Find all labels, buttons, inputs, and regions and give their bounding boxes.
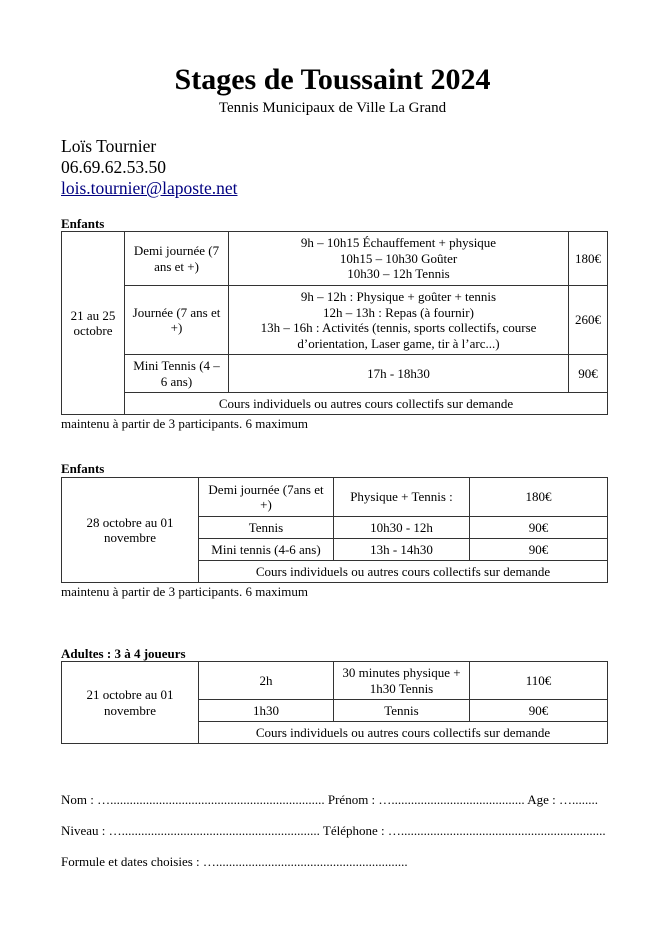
formule-cell: Demi journée (7 ans et +) [125, 232, 229, 286]
price-cell: 90€ [470, 700, 608, 722]
table-row [62, 355, 608, 393]
page-subtitle: Tennis Municipaux de Ville La Grand [218, 100, 447, 116]
table-row [62, 393, 608, 415]
form-line-formule-dates[interactable]: Formule et dates choisies : …........................................................... [61, 854, 408, 869]
table-row [62, 478, 608, 517]
content-cell [229, 232, 569, 286]
section3-heading: Adultes : 3 à 4 joueurs [61, 646, 186, 661]
contact-phone: 06.69.62.53.50 [61, 157, 166, 177]
price-cell: 110€ [470, 662, 608, 700]
price-cell: 180€ [569, 232, 608, 286]
content-line: 10h15 – 10h30 Goûter [339, 250, 458, 266]
content-cell: 17h - 18h30 [229, 355, 569, 393]
content-cell: 30 minutes physique + 1h30 Tennis [334, 662, 470, 700]
price-cell: 90€ [470, 517, 608, 539]
price-cell: 90€ [470, 539, 608, 561]
formule-cell: Mini tennis (4-6 ans) [199, 539, 334, 561]
dates-cell: 28 octobre au 01 novembre [62, 478, 199, 583]
formule-cell: Journée (7 ans et +) [125, 286, 229, 355]
dates-cell: 21 au 25 octobre [62, 232, 125, 415]
contact-name: Loïs Tournier [61, 136, 157, 156]
table-row [62, 286, 608, 355]
section2-heading: Enfants [61, 461, 105, 476]
section1-note: maintenu à partir de 3 participants. 6 maximum [61, 416, 308, 431]
content-cell: Physique + Tennis : [334, 478, 470, 517]
footer-cell: Cours individuels ou autres cours collectifs sur demande [125, 393, 608, 415]
section3-table [61, 661, 608, 744]
content-line: 9h – 10h15 Échauffement + physique [300, 235, 497, 251]
contact-email-link[interactable]: lois.tournier@laposte.net [61, 178, 238, 198]
price-cell: 90€ [569, 355, 608, 393]
content-cell: 13h - 14h30 [334, 539, 470, 561]
price-cell: 260€ [569, 286, 608, 355]
section1-table [61, 231, 608, 415]
formule-cell: Mini Tennis (4 – 6 ans) [125, 355, 229, 393]
section2-table [61, 477, 608, 583]
footer-cell: Cours individuels ou autres cours collectifs sur demande [199, 722, 608, 744]
formule-cell: 1h30 [199, 700, 334, 722]
content-line: 13h – 16h : Activités (tennis, sports collectifs, course d’orientation, Laser game, tir à l’arc...) [260, 320, 537, 351]
price-cell: 180€ [470, 478, 608, 517]
content-cell: Tennis [334, 700, 470, 722]
content-line: 12h – 13h : Repas (à fournir) [323, 304, 474, 320]
formule-cell: Demi journée (7ans et +) [199, 478, 334, 517]
content-cell: 10h30 - 12h [334, 517, 470, 539]
table-row [62, 232, 608, 286]
form-line-niveau-telephone[interactable]: Niveau : …............................................................. Téléphone : …............................................................... [61, 823, 606, 838]
formule-cell: Tennis [199, 517, 334, 539]
section2-note: maintenu à partir de 3 participants. 6 maximum [61, 584, 308, 599]
form-line-nom-prenom-age[interactable]: Nom : ….................................................................. Prénom : …......................................... Age : …........ [61, 792, 598, 807]
content-cell [229, 286, 569, 355]
footer-cell: Cours individuels ou autres cours collectifs sur demande [199, 561, 608, 583]
section1-heading: Enfants [61, 216, 105, 231]
content-line: 9h – 12h : Physique + goûter + tennis [300, 289, 497, 304]
page-title: Stages de Toussaint 2024 [174, 63, 491, 96]
table-row [62, 662, 608, 700]
dates-cell: 21 octobre au 01 novembre [62, 662, 199, 744]
formule-cell: 2h [199, 662, 334, 700]
content-line: 10h30 – 12h Tennis [347, 266, 450, 282]
